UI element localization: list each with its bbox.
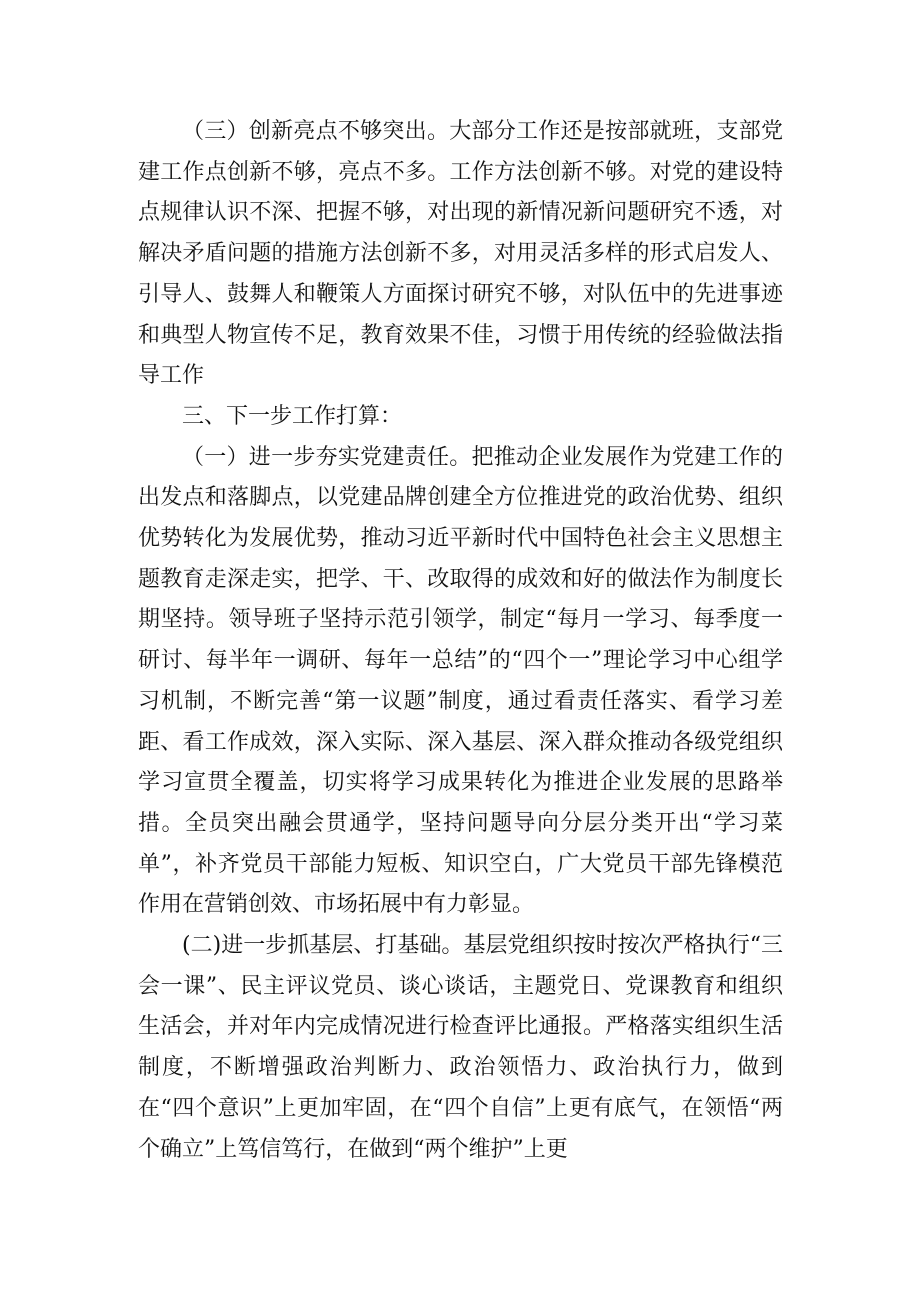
section-heading-next-steps: 三、下一步工作打算： — [182, 403, 403, 429]
paragraph-party-responsibility: （一）进一步夯实党建责任。把推动企业发展作为党建工作的出发点和落脚点，以党建品牌创建全方位推进党的政治优势、组织优势转化为发展优势，推动习近平新时代中国特色社会主义思想主题教育走深走实，把学、干、改取得的成效和好的做法作为制度长期坚持。领导班子坚持示范引领学，制定“每月一学习、每季度一研讨、每半年一调研、每年一总结”的“四个一”理论学习中心组学习机制，不断完善“第一议题”制度，通过看责任落实、看学习差距、看工作成效，深入实际、深入基层、深入群众推动各级党组织学习宣贯全覆盖，切实将学习成果转化为推进企业发展的思路举措。全员突出融会贯通学，坚持问题导向分层分类开出“学习菜单”，补齐党员干部能力短板、知识空白，广大党员干部先锋模范作用在营销创效、市场拓展中有力彰显。 — [138, 444, 783, 918]
paragraph-grassroots-foundation: (二)进一步抓基层、打基础。基层党组织按时按次严格执行“三会一课”、民主评议党员、谈心谈话，主题党日、党课教育和组织生活会，并对年内完成情况进行检查评比通报。严格落实组织生活制度，不断增强政治判断力、政治领悟力、政治执行力，做到在“四个意识”上更加牢固，在“四个自信”上更有底气，在领悟“两个确立”上笃信笃行，在做到“两个维护”上更 — [138, 933, 783, 1162]
paragraph-innovation-highlights: （三）创新亮点不够突出。大部分工作还是按部就班，支部党建工作点创新不够，亮点不多。工作方法创新不够。对党的建设特点规律认识不深、把握不够，对出现的新情况新问题研究不透，对解决矛盾问题的措施方法创新不多，对用灵活多样的形式启发人、引导人、鼓舞人和鞭策人方面探讨研究不够，对队伍中的先进事迹和典型人物宣传不足，教育效果不佳，习惯于用传统的经验做法指导工作 — [138, 119, 783, 389]
document-body — [138, 112, 783, 1170]
